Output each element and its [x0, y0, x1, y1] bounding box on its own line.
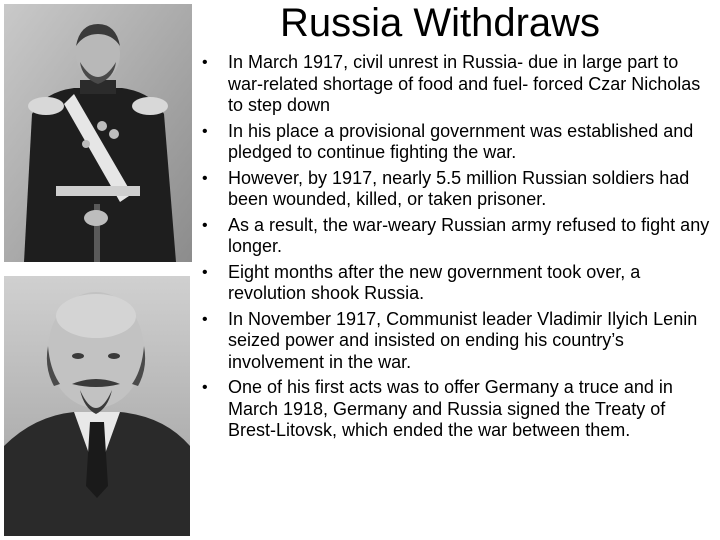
bullet-text: In his place a provisional government was established and pledged to continue fighting the war.	[228, 120, 694, 162]
bullet-item	[198, 309, 716, 374]
bullet-glyph: •	[202, 169, 208, 187]
bullet-text: As a result, the war-weary Russian army refused to fight any longer.	[228, 214, 710, 256]
bullet-item	[198, 215, 716, 258]
bullet-glyph: •	[202, 54, 208, 71]
bullet-glyph: •	[202, 263, 208, 281]
bullet-glyph: •	[202, 122, 208, 140]
bullet-glyph: •	[202, 216, 208, 234]
bullet-item	[198, 377, 716, 442]
bullet-text: One of his first acts was to offer Germany a truce and in March 1918, Germany and Russia signed the Treaty of Brest-Litovsk, which ended the war between them.	[228, 377, 673, 440]
bullet-text: However, by 1917, nearly 5.5 million Russian soldiers had been wounded, killed, or taken prisoner.	[228, 167, 690, 209]
bullet-text: In November 1917, Communist leader Vladimir Ilyich Lenin seized power and insisted on ending his country’s involvement in the war.	[228, 308, 698, 372]
czar-nicholas-photo	[4, 4, 192, 262]
bullet-text: Eight months after the new government took over, a revolution shook Russia.	[228, 261, 641, 303]
bullet-list	[198, 52, 716, 446]
bullet-item	[198, 168, 716, 211]
bullet-item	[198, 262, 716, 305]
bullet-item	[198, 121, 716, 164]
bullet-glyph: •	[202, 379, 208, 396]
bullet-glyph: •	[202, 310, 208, 328]
lenin-photo	[4, 276, 190, 536]
bullet-item	[198, 52, 716, 117]
bullet-text: In March 1917, civil unrest in Russia- due in large part to war-related shortage of food and fuel- forced Czar Nicholas to step down	[228, 52, 701, 115]
slide-title: Russia Withdraws	[279, 1, 601, 45]
